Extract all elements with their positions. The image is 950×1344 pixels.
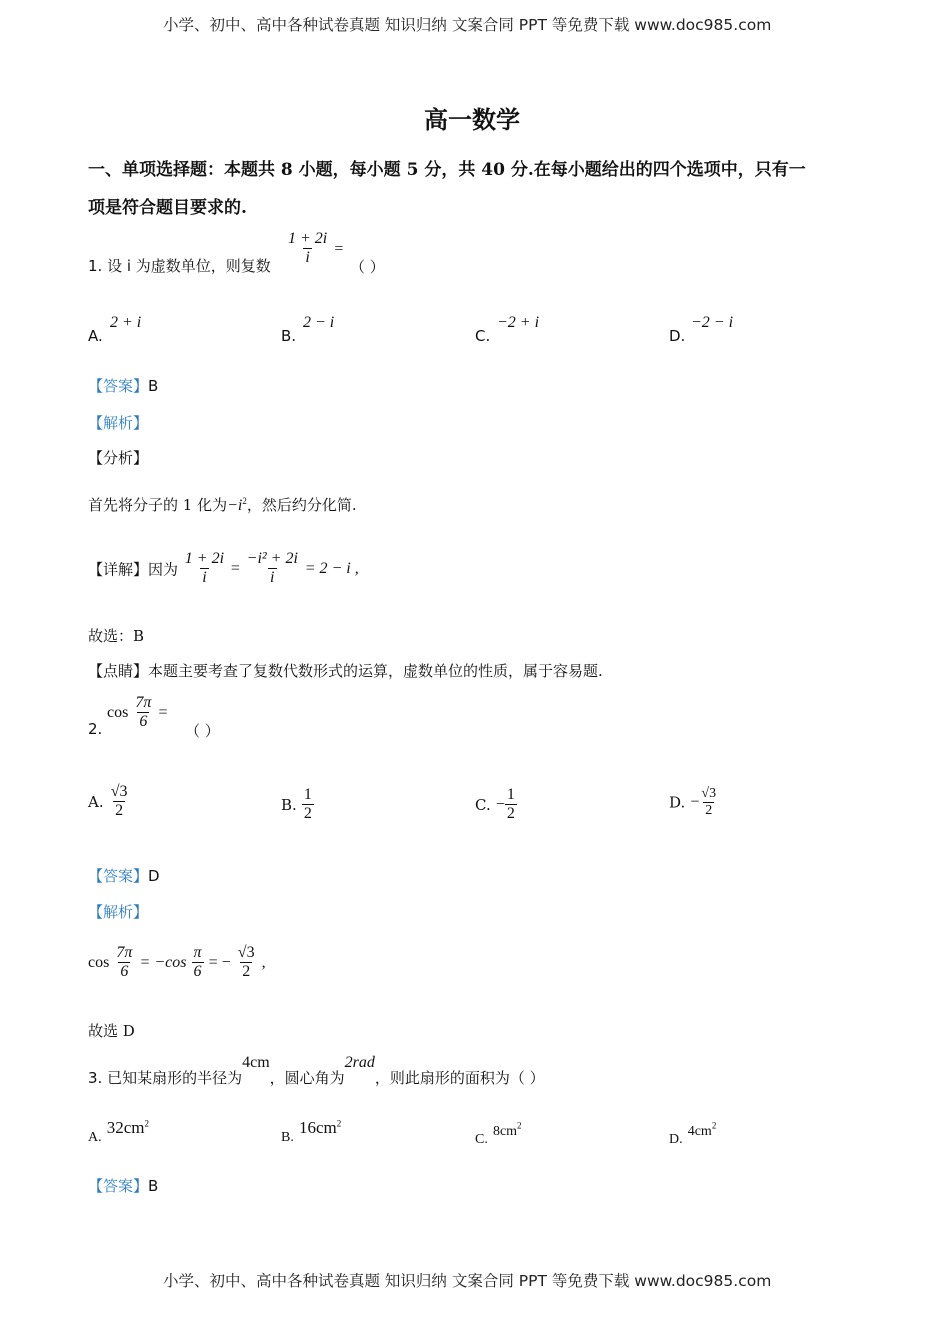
q1-fenxi-text: 首先将分子的 1 化为$-i^2$，然后约分化简. bbox=[88, 496, 357, 514]
q1-option-a-label: A. bbox=[88, 327, 103, 345]
page-title: 高一数学 bbox=[424, 105, 520, 134]
q2-option-d: D. − $\frac{√3}{2}$ bbox=[669, 786, 717, 819]
section-heading-line2: 项是符合题目要求的. bbox=[88, 198, 247, 218]
q1-option-d-value: −2 − i bbox=[691, 314, 734, 331]
q2-expression: cos $\frac{7\pi}{6}$ = bbox=[107, 694, 168, 731]
q2-paren: （ ） bbox=[185, 722, 220, 740]
q3-answer: 【答案】B bbox=[88, 1177, 159, 1195]
q3-stem: 3. 已知某扇形的半径为4cm，圆心角为2rad，则此扇形的面积为（ ） bbox=[88, 1054, 545, 1087]
q1-option-c-label: C. bbox=[475, 327, 491, 345]
q1-option-b-value: 2 − i bbox=[303, 314, 335, 331]
q1-analysis-tag: 【解析】 bbox=[88, 414, 149, 432]
section-heading-line1: 一、单项选择题：本题共 8 小题，每小题 5 分，共 40 分.在每小题给出的四个选项中，只有一 bbox=[88, 160, 806, 180]
q3-option-d: D. $4cm^2$ bbox=[669, 1120, 717, 1147]
q1-eq: = bbox=[334, 240, 344, 258]
q1-option-b-label: B. bbox=[281, 327, 297, 345]
q3-option-c: C. $8cm^2$ bbox=[475, 1120, 522, 1147]
q1-stem: 1. 设 i 为虚数单位，则复数 bbox=[88, 257, 271, 275]
q2-solution: cos $\frac{7\pi}{6}$ = −cos $\frac{\pi}{6}$ = − $\frac{√3}{2}$ , bbox=[88, 944, 266, 981]
q2-option-b: B. $\frac{1}{2}$ bbox=[281, 786, 312, 823]
q1-fraction bbox=[286, 230, 343, 268]
q2-option-c: C. − $\frac{1}{2}$ bbox=[475, 786, 515, 823]
q3-option-a: A. $32cm^2$ bbox=[88, 1118, 149, 1145]
q3-option-b: B. $16cm^2$ bbox=[281, 1118, 342, 1145]
q2-answer: 【答案】D bbox=[88, 867, 160, 885]
q1-option-d-label: D. bbox=[669, 327, 686, 345]
q1-answer: 【答案】B bbox=[88, 377, 159, 395]
q1-option-c-value: −2 + i bbox=[497, 314, 540, 331]
q1-frac-num: 1 + 2i bbox=[288, 230, 328, 247]
q1-option-a-value: 2 + i bbox=[110, 314, 142, 331]
page-footer: 小学、初中、高中各种试卷真题 知识归纳 文案合同 PPT 等免费下载 www.doc985.com bbox=[163, 1272, 772, 1290]
q1-detail: 【详解】因为 $\frac{1 + 2i}{i}$ = $\frac{\text{−i² + 2i}}{i}$ = 2 − i , bbox=[88, 550, 359, 587]
page-header: 小学、初中、高中各种试卷真题 知识归纳 文案合同 PPT 等免费下载 www.doc985.com bbox=[163, 16, 772, 34]
q1-comment: 【点睛】本题主要考查了复数代数形式的运算，虚数单位的性质，属于容易题. bbox=[88, 662, 603, 680]
q1-paren: （ ） bbox=[350, 258, 385, 276]
q2-choose: 故选 D bbox=[88, 1022, 135, 1040]
q1-fenxi-tag: 【分析】 bbox=[88, 449, 149, 467]
q2-number: 2. bbox=[88, 720, 103, 738]
q2-analysis-tag: 【解析】 bbox=[88, 903, 149, 921]
q2-option-a: A. $\frac{√3}{2}$ bbox=[88, 783, 128, 820]
q1-choose: 故选：B bbox=[88, 627, 145, 645]
q1-frac-den: i bbox=[305, 249, 310, 267]
